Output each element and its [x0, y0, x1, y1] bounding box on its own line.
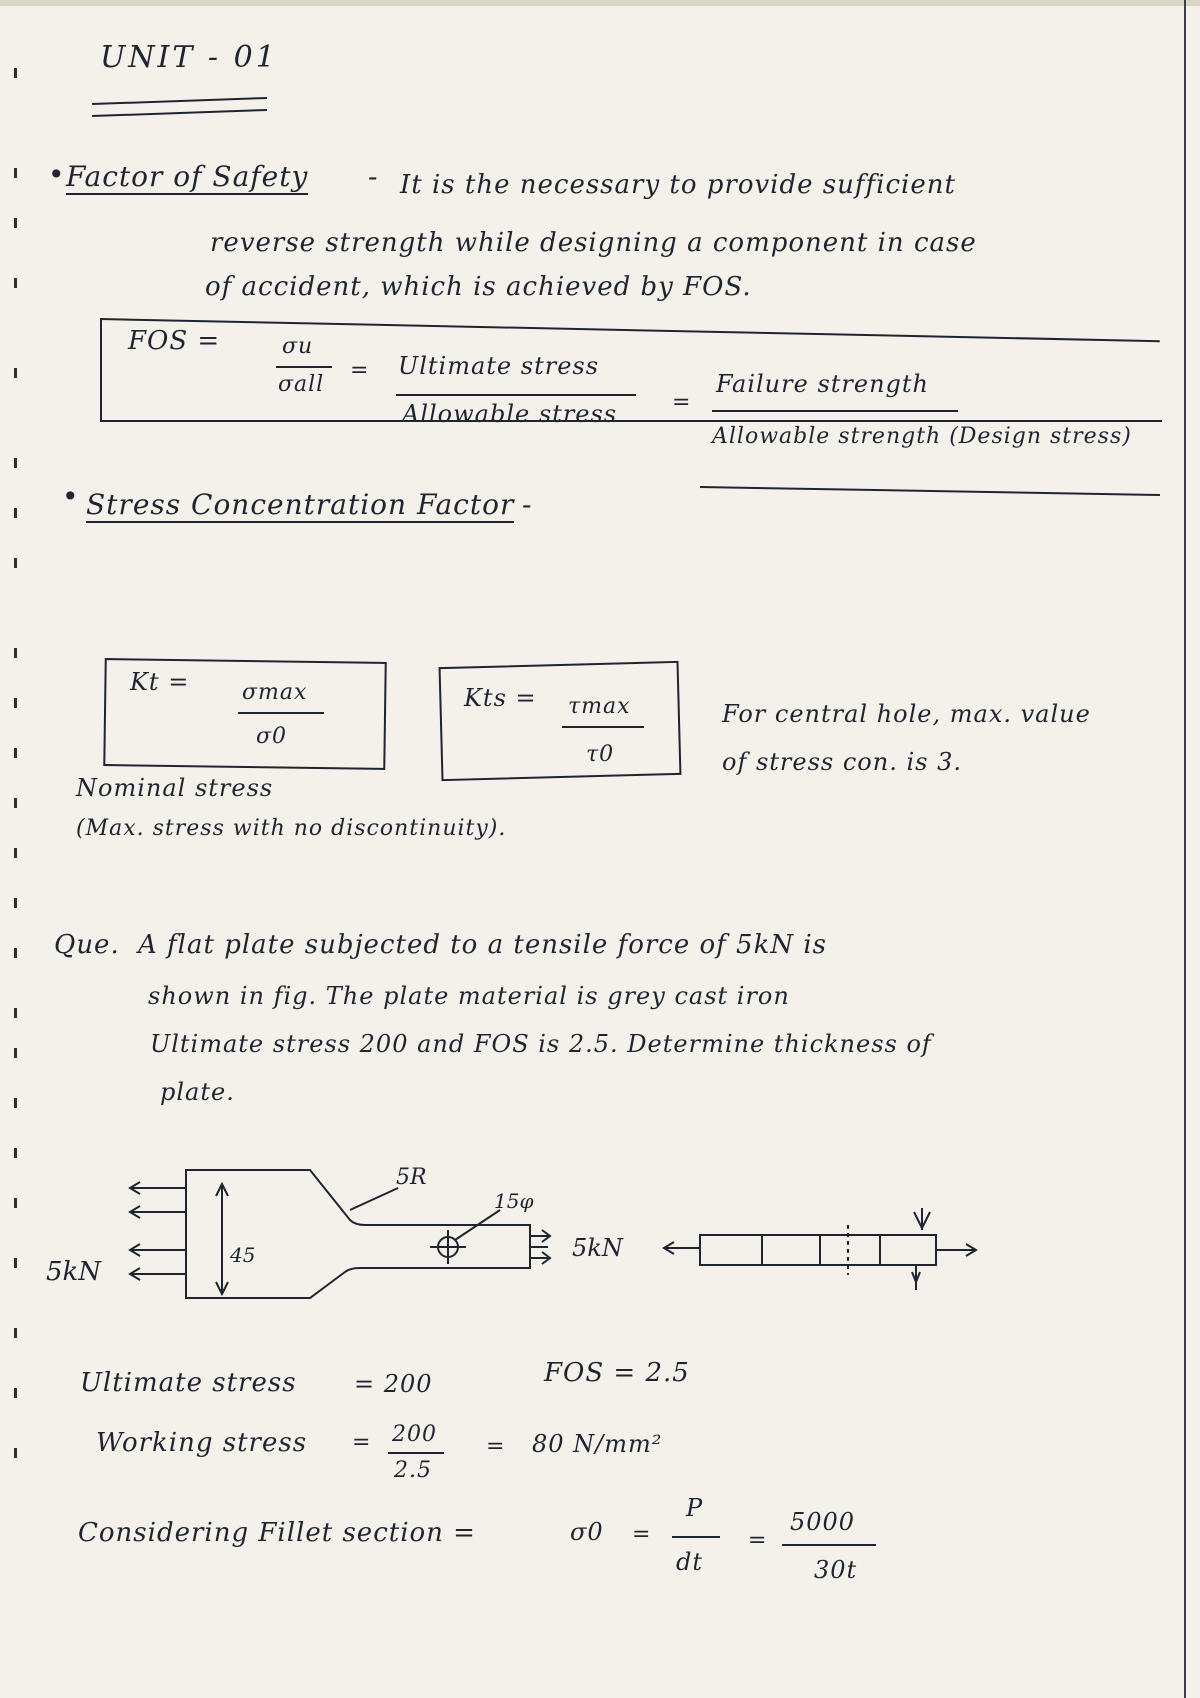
- load-P: P: [686, 1494, 704, 1522]
- fos-frac-line-1: [276, 366, 332, 368]
- fos-sigma-u: σu: [282, 334, 314, 359]
- hole-label: 15φ: [494, 1189, 534, 1213]
- question-line3: Ultimate stress 200 and FOS is 2.5. Determine thickness of: [150, 1030, 932, 1058]
- title-underline-2: [92, 109, 267, 117]
- fos-value: FOS = 2.5: [544, 1358, 690, 1388]
- page-right-margin-line: [1184, 0, 1186, 1698]
- plate-outline: [186, 1170, 530, 1298]
- fos-formula-lhs: FOS =: [128, 326, 221, 356]
- fillet-equals-1: =: [632, 1522, 652, 1547]
- fos-frac-line-2: [396, 394, 636, 396]
- kt-sigma-0: σ0: [256, 724, 288, 749]
- sigma0-symbol: σ0: [570, 1518, 604, 1546]
- kt-sigma-max: σmax: [242, 680, 308, 705]
- scf-heading: Stress Concentration Factor: [86, 488, 515, 521]
- working-equals-1: =: [352, 1430, 372, 1455]
- working-stress-label: Working stress: [96, 1428, 308, 1458]
- fos-allowable-design: Allowable strength (Design stress): [712, 424, 1132, 449]
- kt-lhs: Kt =: [130, 668, 190, 696]
- fos-sigma-all: σall: [278, 372, 325, 397]
- right-load-label: 5kN: [572, 1234, 623, 1262]
- fos-formula-box: [100, 318, 1162, 422]
- 5000-over-30t-line: [782, 1544, 876, 1546]
- kt-frac-line: [238, 712, 324, 714]
- fos-equals-1: =: [350, 358, 370, 383]
- scf-note-line2: of stress con. is 3.: [722, 748, 962, 776]
- width-label: 45: [230, 1243, 256, 1267]
- working-frac-line: [388, 1452, 444, 1454]
- nominal-stress-definition: (Max. stress with no discontinuity).: [76, 816, 507, 841]
- fos-equals-2: =: [672, 390, 692, 415]
- radius-label: 5R: [396, 1165, 427, 1190]
- ultimate-stress-label: Ultimate stress: [80, 1368, 297, 1398]
- fos-bullet: •: [48, 158, 66, 191]
- fos-section-divider: [700, 486, 1160, 496]
- working-stress-value: 80 N/mm²: [532, 1430, 663, 1458]
- fos-failure-strength: Failure strength: [716, 370, 930, 398]
- ultimate-stress-value: = 200: [354, 1370, 433, 1398]
- fos-dash: -: [368, 160, 379, 193]
- fos-text-line3: of accident, which is achieved by FOS.: [205, 272, 752, 302]
- scf-bullet: •: [62, 480, 80, 513]
- question-line1: A flat plate subjected to a tensile force of 5kN is: [138, 930, 828, 960]
- fillet-section-label: Considering Fillet section =: [78, 1518, 476, 1548]
- title-underline-1: [92, 97, 267, 105]
- working-denominator: 2.5: [394, 1458, 432, 1483]
- fos-ultimate-stress: Ultimate stress: [398, 352, 600, 380]
- fos-heading: Factor of Safety: [66, 160, 309, 193]
- kts-lhs: Kts =: [464, 684, 537, 712]
- fillet-equals-2: =: [748, 1528, 768, 1553]
- question-prefix: Que.: [54, 930, 120, 960]
- unit-title: UNIT - 01: [100, 40, 278, 75]
- plate-figure: [0, 1150, 1200, 1310]
- p-over-dt-line: [672, 1536, 720, 1538]
- dt-denominator: dt: [676, 1548, 704, 1576]
- fos-text-line1: It is the necessary to provide sufficient: [400, 170, 956, 200]
- plate-side-view: [700, 1235, 936, 1265]
- question-line4: plate.: [160, 1078, 235, 1106]
- fos-text-line2: reverse strength while designing a component in case: [210, 228, 977, 258]
- working-equals-2: =: [486, 1434, 506, 1459]
- scf-dash: -: [522, 488, 533, 521]
- kts-frac-line: [562, 726, 644, 728]
- denominator-30t: 30t: [814, 1556, 858, 1584]
- scf-note-line1: For central hole, max. value: [722, 700, 1091, 728]
- left-load-label: 5kN: [46, 1257, 102, 1287]
- fos-allowable-stress: Allowable stress: [402, 400, 618, 428]
- page-top-edge: [0, 0, 1200, 6]
- radius-leader: [350, 1188, 398, 1210]
- fos-frac-line-3: [712, 410, 958, 412]
- kts-tau-max: τmax: [568, 694, 631, 719]
- question-line2: shown in fig. The plate material is grey cast iron: [148, 982, 790, 1010]
- kts-formula-box: [439, 661, 682, 781]
- nominal-stress-label: Nominal stress: [76, 774, 274, 802]
- working-numerator: 200: [392, 1422, 437, 1447]
- numerator-5000: 5000: [790, 1508, 856, 1536]
- kts-tau-0: τ0: [586, 742, 615, 767]
